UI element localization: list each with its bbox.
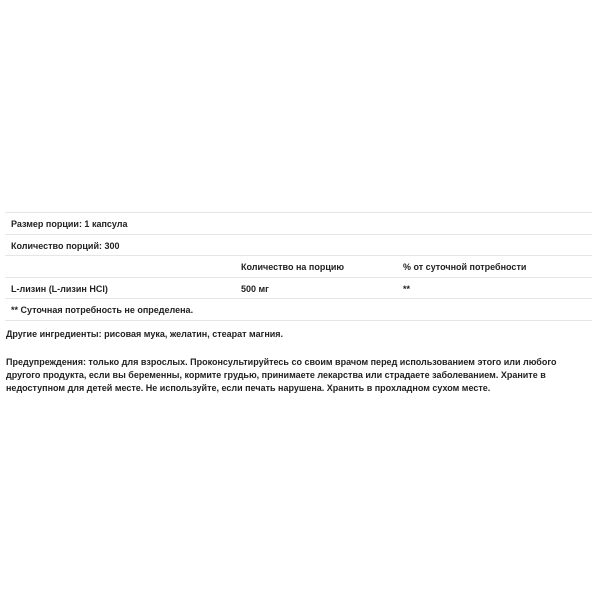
header-daily-value: % от суточной потребности: [403, 262, 527, 272]
other-ingredients: Другие ингредиенты: рисовая мука, желатин, стеарат магния.: [6, 329, 284, 339]
ingredient-daily-value: **: [403, 283, 411, 294]
ingredient-name: L-лизин (L-лизин HCl): [11, 283, 108, 294]
table-row: [5, 277, 592, 299]
servings-count-row: [5, 234, 592, 256]
footnote-row: [5, 298, 592, 321]
table-header-row: [5, 255, 592, 277]
warnings: Предупреждения: только для взрослых. Проконсультируйтесь со своим врачом перед использованием этого или любого другого продукта, если вы беременны, кормите грудью, принимаете лекарства или страдаете заболеванием. Храните в недоступном для детей месте. Не используйте, если печать нарушена. Хранить в прохладном сухом месте.: [6, 357, 557, 393]
servings-count: Количество порций: 300: [11, 240, 120, 251]
ingredient-amount: 500 мг: [241, 283, 269, 294]
serving-size: Размер порции: 1 капсула: [11, 219, 128, 229]
header-amount: Количество на порцию: [241, 262, 345, 272]
supplement-facts-table: [5, 212, 592, 321]
footnote: ** Суточная потребность не определена.: [11, 305, 194, 315]
serving-size-row: [5, 212, 592, 234]
